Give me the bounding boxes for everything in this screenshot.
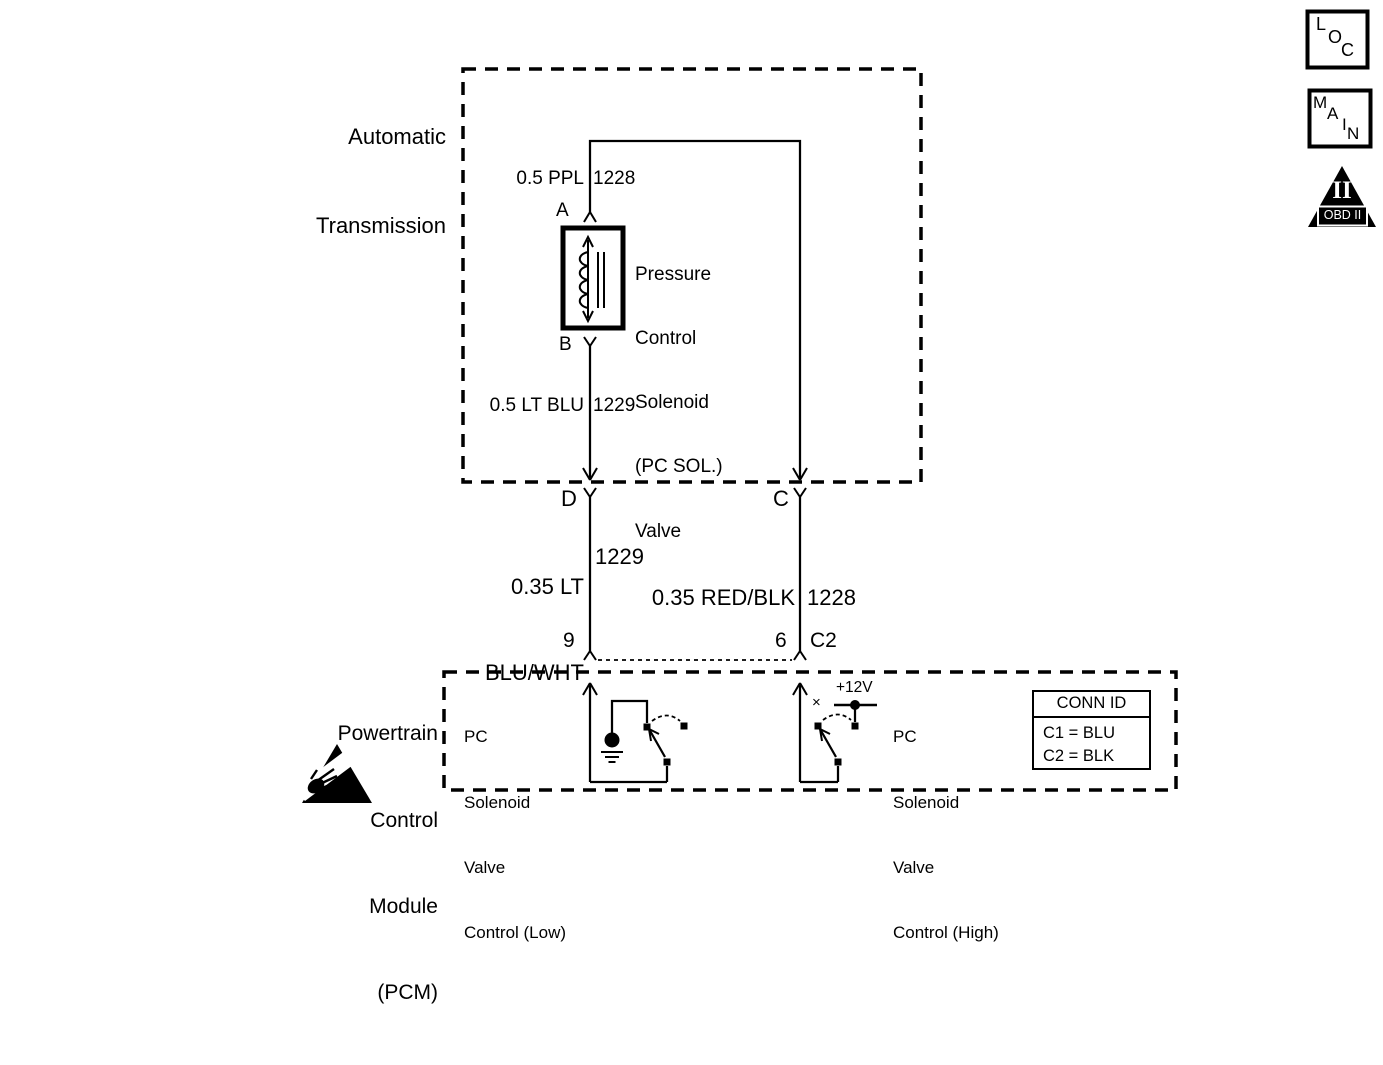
high-driver-label-line3: Valve: [893, 857, 935, 877]
pcm-connector-c2-label: C2: [810, 629, 837, 652]
pcm-pin-9-label: 9: [563, 629, 575, 652]
low-driver-label-line4: Control (Low): [464, 922, 567, 942]
pcm-label: [290, 663, 438, 1065]
conn-id-table: [1032, 690, 1151, 770]
transmission-label-line2: Transmission: [316, 212, 446, 238]
connector-d-label: D: [561, 486, 577, 511]
low-driver-label-line1: PC: [464, 727, 488, 747]
high-switch-supply-contact: [852, 723, 859, 730]
transmission-label: [280, 63, 446, 299]
high-driver-label-line2: Solenoid: [893, 792, 960, 812]
conn-id-row-c2: C2 = BLK: [1043, 747, 1115, 765]
wire-ltblu-circuit: 1229: [593, 395, 636, 416]
loc-icon-letter-c: C: [1341, 40, 1354, 60]
low-driver-ground-dot: [605, 733, 620, 748]
low-driver-ground-link: [612, 701, 647, 733]
solenoid-pin-a-label: A: [556, 200, 569, 221]
low-switch-lower-contact: [664, 759, 671, 766]
left-wire-circuit: 1229: [595, 544, 644, 569]
pcm-label-line4: (PCM): [377, 980, 438, 1004]
ground-symbol: [601, 752, 623, 762]
low-driver-label: [464, 683, 566, 987]
high-driver-label-line1: PC: [893, 727, 917, 747]
conn-id-row-c1: C1 = BLU: [1043, 724, 1115, 742]
terminal-a-fork: [584, 212, 596, 222]
solenoid-label-line5: Valve: [635, 520, 682, 542]
low-driver-label-line2: Solenoid: [464, 792, 531, 812]
solenoid-core-bars: [598, 252, 604, 308]
main-icon-letter-i: I: [1342, 115, 1347, 134]
solenoid-label-line1: Pressure: [635, 263, 712, 285]
right-wire-label: 0.35 RED/BLK: [651, 585, 795, 610]
loc-icon-letter-o: O: [1328, 27, 1343, 47]
supply-12v-label: +12V: [836, 679, 873, 696]
solenoid-label-line2: Control: [635, 328, 697, 350]
solenoid-label-line3: Solenoid: [635, 392, 709, 414]
terminal-b-fork: [584, 337, 596, 346]
high-driver-label: [893, 683, 999, 987]
low-switch-upper-contact: [644, 724, 651, 731]
solenoid-label: [635, 221, 723, 585]
high-driver-bottom-rail: [800, 766, 838, 782]
obd2-icon-label: OBD II: [1323, 208, 1362, 222]
loc-icon-letter-l: L: [1316, 14, 1327, 34]
main-icon-letter-a: A: [1327, 104, 1339, 123]
high-driver-label-line4: Control (High): [893, 922, 999, 942]
wire-ppl-label: 0.5 PPL: [516, 168, 584, 189]
open-contact-marker: ×: [812, 694, 821, 711]
connector-c-label: C: [773, 486, 789, 511]
wire-ppl-circuit: 1228: [593, 168, 636, 189]
main-icon-letter-m: M: [1313, 93, 1328, 112]
low-driver-label-line3: Valve: [464, 857, 506, 877]
main-icon-letter-n: N: [1347, 124, 1360, 143]
conn-id-header: CONN ID: [1034, 692, 1149, 718]
high-switch-throw-arc: [823, 715, 851, 721]
left-wire-label-line1: 0.35 LT: [511, 574, 584, 599]
pcm-pin-6-label: 6: [775, 629, 787, 652]
supply-junction-dot: [850, 700, 860, 710]
solenoid-coil: [580, 252, 588, 308]
pin-6-fork: [794, 651, 806, 660]
low-switch-throw-arc: [652, 716, 680, 722]
solenoid-pin-b-label: B: [559, 334, 572, 355]
left-wire-label-line2: BLU/WHT: [485, 659, 584, 685]
high-switch-open-contact: [815, 723, 822, 730]
pcm-label-line3: Module: [369, 894, 438, 918]
low-driver-bottom-rail: [590, 766, 667, 782]
transmission-label-line1: Automatic: [348, 124, 446, 149]
pin-9-fork: [584, 651, 596, 660]
high-switch-lower-contact: [835, 759, 842, 766]
wire-ltblu-label: 0.5 LT BLU: [489, 395, 584, 416]
obd2-icon-numeral: II: [1332, 177, 1352, 204]
pcm-label-line1: Powertrain: [337, 722, 438, 746]
pcm-label-line2: Control: [370, 808, 438, 832]
right-wire-circuit: 1228: [807, 585, 856, 610]
solenoid-label-line4: (PC SOL.): [635, 456, 723, 478]
low-switch-open-contact: [681, 723, 688, 730]
connector-c-fork: [794, 488, 806, 497]
connector-d-fork: [584, 488, 596, 497]
